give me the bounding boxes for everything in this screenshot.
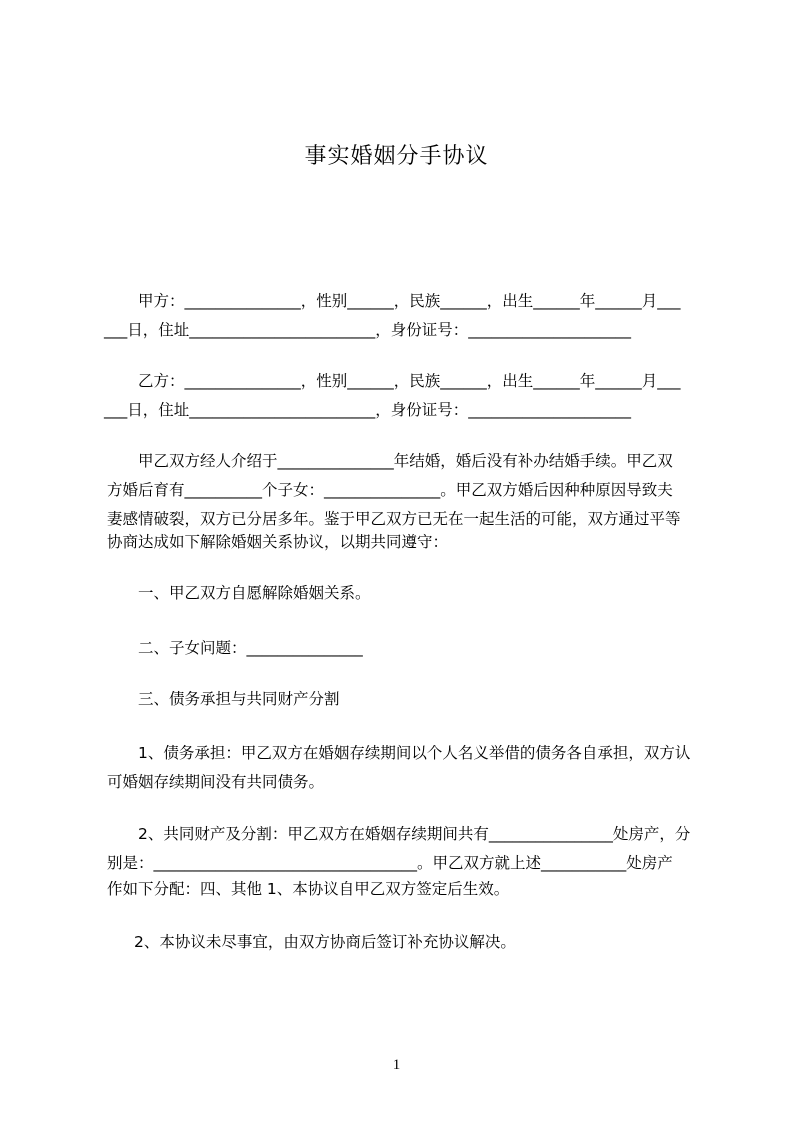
clause-3: 三、债务承担与共同财产分割 bbox=[138, 690, 340, 708]
page-number: 1 bbox=[392, 1057, 401, 1073]
other-clause-2: 2、本协议未尽事宜，由双方协商后签订补充协议解决。 bbox=[134, 933, 516, 951]
clause-3-1-line-2: 可婚姻存续期间没有共同债务。 bbox=[107, 773, 325, 791]
party-a-line-1: 甲方：_______________，性别______，民族______，出生______年______月___ bbox=[138, 292, 681, 310]
preamble-line-4: 协商达成如下解除婚姻关系协议，以期共同遵守： bbox=[107, 533, 449, 551]
clause-3-2-line-1: 2、共同财产及分割：甲乙双方在婚姻存续期间共有________________处房产，分 bbox=[138, 825, 691, 843]
party-b-line-1: 乙方：_______________，性别______，民族______，出生______年______月___ bbox=[138, 372, 681, 390]
clause-2: 二、子女问题：_______________ bbox=[138, 639, 363, 657]
document-title: 事实婚姻分手协议 bbox=[304, 144, 489, 169]
party-a-line-2: ___日，住址________________________，身份证号：_____________________ bbox=[104, 321, 632, 339]
clause-3-2-line-3: 作如下分配：四、其他 1、本协议自甲乙双方签定后生效。 bbox=[107, 880, 510, 898]
preamble-line-3: 妻感情破裂，双方已分居多年。鉴于甲乙双方已无在一起生活的可能，双方通过平等 bbox=[107, 510, 681, 528]
party-b-line-2: ___日，住址________________________，身份证号：_____________________ bbox=[104, 401, 632, 419]
clause-1: 一、甲乙双方自愿解除婚姻关系。 bbox=[138, 584, 371, 602]
clause-3-2-line-2: 别是：__________________________________。甲乙双方就上述___________处房产 bbox=[107, 854, 673, 872]
preamble-line-2: 方婚后育有__________个子女：_______________。甲乙双方婚后因种种原因导致夫 bbox=[107, 481, 673, 499]
clause-3-1-line-1: 1、债务承担：甲乙双方在婚姻存续期间以个人名义举借的债务各自承担，双方认 bbox=[138, 744, 691, 762]
preamble-line-1: 甲乙双方经人介绍于_______________年结婚，婚后没有补办结婚手续。甲乙双 bbox=[138, 452, 673, 470]
